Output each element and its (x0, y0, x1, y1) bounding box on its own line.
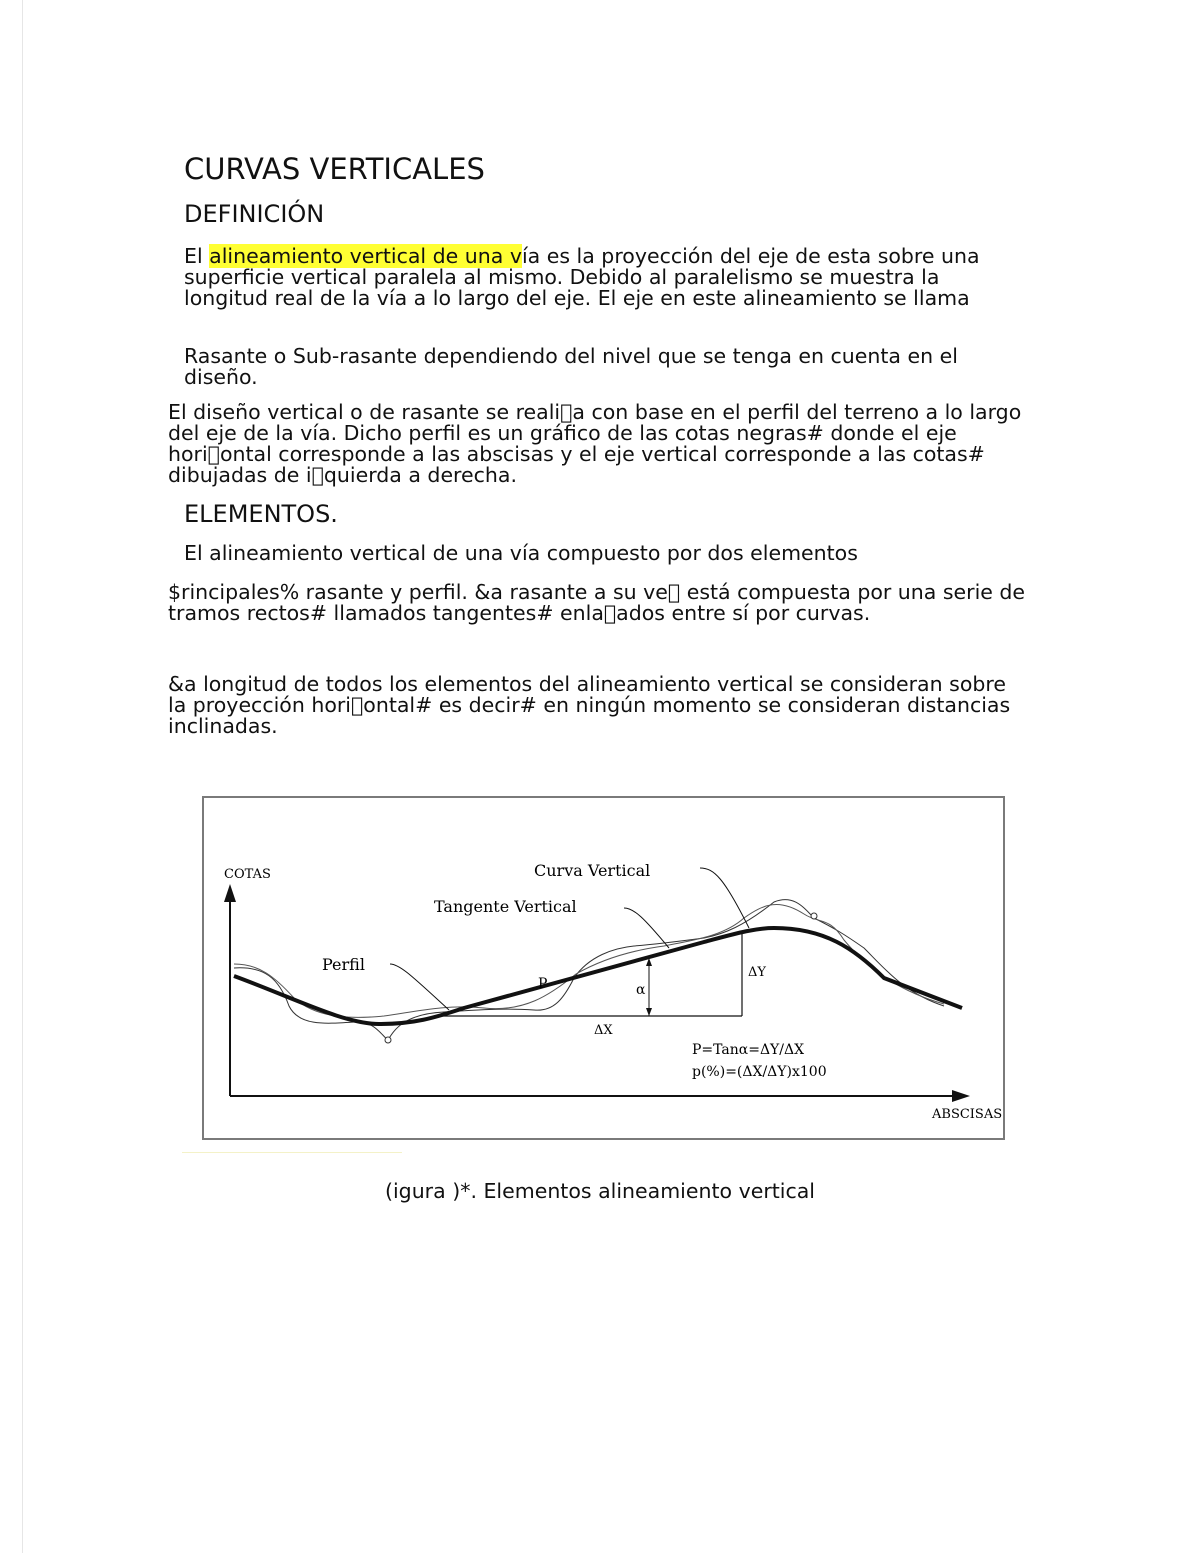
x-axis-label: ABSCISAS (932, 1107, 1003, 1122)
paragraph-principales: $rincipales% rasante y perfil. &a rasante a su ve  está compuesta por una serie de tramos rectos# llamados tangentes# enla ados entre sí por curvas. (168, 580, 1026, 625)
y-axis-label: COTAS (224, 867, 271, 882)
paragraph-longitud: &a longitud de todos los elementos del alineamiento vertical se consideran sobre la proyección hori ontal# es decir# en ningún momento se consideran distancias inclinadas. (168, 672, 1011, 738)
leader-perfil (390, 964, 449, 1010)
paragraph-diseno-vertical: El diseño vertical o de rasante se reali a con base en el perfil del terreno a lo largo del eje de la vía. Dicho perfil es un gráfico de las cotas negras# donde el eje hori ontal corresponde a las abscisas y el eje vertical corresponde a las cotas# dibujadas de i quierda a derecha. (168, 400, 1022, 487)
label-perfil: Perfil (322, 955, 365, 974)
label-p: P (538, 976, 548, 992)
profile-high-point-marker (811, 913, 817, 919)
rasante-line (234, 928, 962, 1024)
highlighted-text: alineamiento vertical de una v (209, 244, 522, 268)
figure-underline (182, 1152, 402, 1153)
paragraph-rasante: Rasante o Sub-rasante dependiendo del nivel que se tenga en cuenta en el diseño. (184, 344, 958, 389)
figure-caption: (igura )*. Elementos alineamiento vertical (384, 1178, 816, 1203)
formula-percentage: p(%)=(ΔX/ΔY)x100 (692, 1064, 827, 1080)
x-axis-arrow (952, 1090, 970, 1102)
label-curva-vertical: Curva Vertical (534, 861, 651, 880)
profile-low-point-marker (385, 1037, 391, 1043)
figure-alineamiento-vertical (202, 796, 1005, 1140)
label-tangente-vertical: Tangente Vertical (434, 897, 577, 916)
paragraph-definicion (184, 246, 1024, 309)
alpha-arrow-bottom (646, 1008, 652, 1016)
leader-curva-vertical (700, 868, 749, 928)
paragraph-definicion-rest: ía es la proyección del eje de esta sobre una superficie vertical paralela al mismo. Debido al paralelismo se muestra la longitud real de la vía a lo largo del eje. El eje en este alineamiento se llama (184, 244, 980, 310)
elementos-heading: ELEMENTOS. (184, 500, 338, 528)
leader-tangente-vertical (624, 908, 669, 948)
label-alpha: α (636, 982, 646, 998)
label-delta-y: ΔY (748, 965, 766, 980)
definicion-heading: DEFINICIÓN (184, 200, 325, 228)
figure-diagram (204, 798, 1003, 1138)
formula-slope: P=Tanα=ΔY/ΔX (692, 1042, 805, 1058)
paragraph-elementos: El alineamiento vertical de una vía compuesto por dos elementos (184, 541, 858, 565)
y-axis-arrow (224, 884, 236, 902)
document-title: CURVAS VERTICALES (184, 152, 485, 186)
page-edge (22, 0, 23, 1553)
label-delta-x: ΔX (594, 1023, 613, 1038)
paragraph-definicion-start: El (184, 244, 210, 268)
